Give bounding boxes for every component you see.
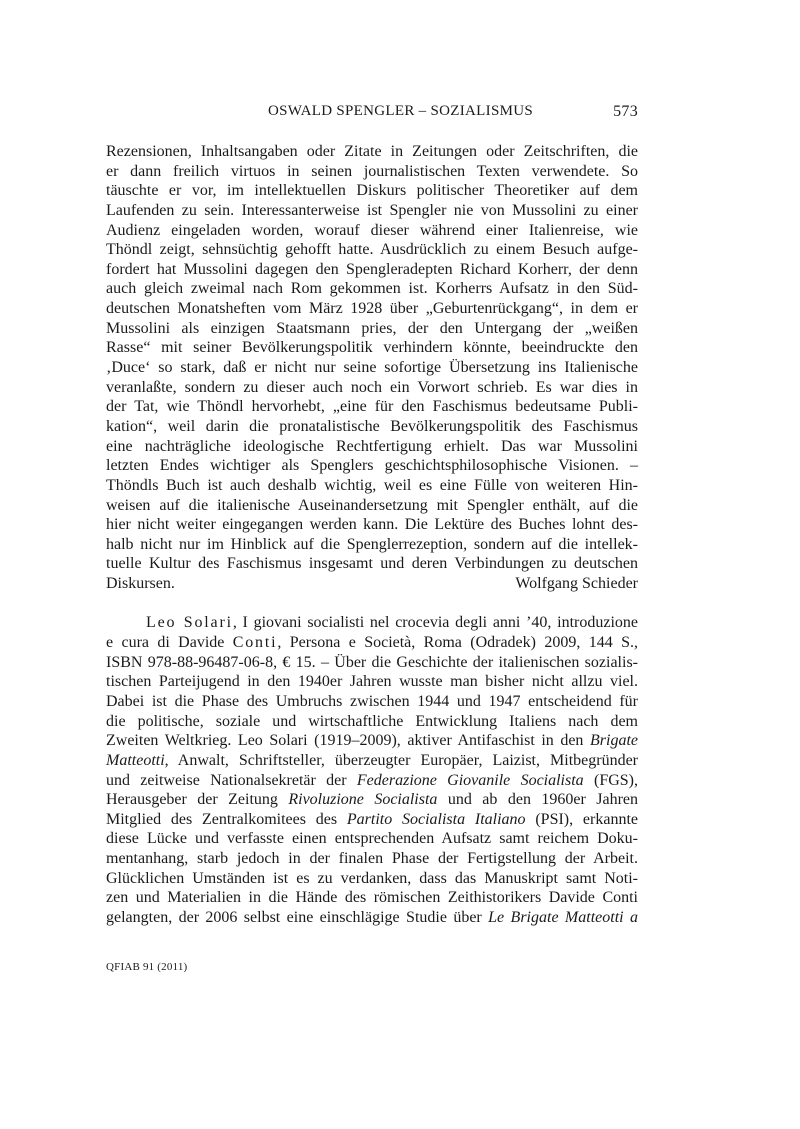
- book-author: Leo Solari: [146, 614, 233, 632]
- review-line: diese Lücke und verfasste einen entsprechenden Aufsatz samt reichem Doku-: [106, 830, 638, 848]
- review-line: Herausgeber der Zeitung Rivoluzione Socialista und ab den 1960er Jahren: [106, 791, 638, 809]
- review-line: Thöndl zeigt, sehnsüchtig gehofft hatte. Ausdrücklich zu einem Besuch aufge-: [106, 241, 638, 259]
- review-line: Glücklichen Umständen ist es zu verdanken, dass das Manuskript samt Noti-: [106, 869, 638, 887]
- page-number: 573: [613, 103, 638, 120]
- review-line: und zeitweise Nationalsekretär der Federazione Giovanile Socialista (FGS),: [106, 771, 638, 789]
- review-line: kation“, weil darin die pronatalistische Bevölkerungspolitik des Faschismus: [106, 417, 638, 435]
- review-line: e cura di Davide Conti, Persona e Società, Roma (Odradek) 2009, 144 S.,: [106, 634, 638, 652]
- running-header: [106, 103, 638, 125]
- review-line: ‚Duce‘ so stark, daß er nicht nur seine sofortige Übersetzung ins Italienische: [106, 359, 638, 377]
- review-line: halb nicht nur im Hinblick auf die Spenglerrezeption, sondern auf die intellek-: [106, 535, 638, 553]
- review-line: Rasse“ mit seiner Bevölkerungspolitik verhindern könnte, beeindruckte den: [106, 339, 638, 357]
- review-line: Rezensionen, Inhaltsangaben oder Zitate in Zeitungen oder Zeitschriften, die: [106, 143, 638, 160]
- review-line: Matteotti, Anwalt, Schriftsteller, überzeugter Europäer, Laizist, Mitbegründer: [106, 751, 638, 769]
- review-solari: [106, 613, 638, 927]
- review-line: tischen Parteijugend in den 1940er Jahren wusste man bisher nicht allzu viel.: [106, 673, 638, 691]
- review-line: Thöndls Buch ist auch deshalb wichtig, weil es eine Fülle von weiteren Hin-: [106, 476, 638, 494]
- review-line: veranlaßte, sondern zu dieser auch noch ein Vorwort schrieb. Es war dies in: [106, 378, 638, 396]
- review-line: Mitglied des Zentralkomitees des Partito Socialista Italiano (PSI), erkannte: [106, 810, 638, 828]
- review-closing-line: [106, 574, 638, 594]
- review-line: ISBN 978-88-96487-06-8, € 15. – Über die Geschichte der italienischen sozialis-: [106, 653, 638, 671]
- running-title: OSWALD SPENGLER – SOZIALISMUS: [268, 103, 533, 119]
- review-line: Laufenden zu sein. Interessanterweise ist Spengler nie von Mussolini zu einer: [106, 201, 638, 219]
- review-line: deutschen Monatsheften vom März 1928 über „Geburtenrückgang“, in dem er: [106, 300, 638, 318]
- review-line: die politische, soziale und wirtschaftliche Entwicklung Italiens nach dem: [106, 712, 638, 730]
- last-line: Diskursen.: [106, 575, 175, 593]
- review-line: gelangten, der 2006 selbst eine einschlägige Studie über Le Brigate Matteotti a: [106, 908, 638, 926]
- review-line: Zweiten Weltkrieg. Leo Solari (1919–2009), aktiver Antifaschist in den Brigate: [106, 732, 638, 750]
- review-line: zen und Materialien in die Hände des römischen Zeithistorikers Davide Conti: [106, 889, 638, 907]
- review-line: hier nicht weiter eingegangen werden kann. Die Lektüre des Buches lohnt des-: [106, 516, 638, 534]
- review-line: auch gleich zweimal nach Rom gekommen ist. Korherrs Aufsatz in den Süd-: [106, 280, 638, 298]
- review-line: tuelle Kultur des Faschismus insgesamt und deren Verbindungen zu deutschen: [106, 555, 638, 573]
- journal-footer: QFIAB 91 (2011): [106, 961, 188, 973]
- text-body: [106, 142, 638, 928]
- reviewer-signature: Wolfgang Schieder: [515, 575, 638, 593]
- review-line: Dabei ist die Phase des Umbruchs zwischen 1944 und 1947 entscheidend für: [106, 692, 638, 710]
- review-line: Audienz eingeladen worden, worauf dieser während einer Italienreise, wie: [106, 221, 638, 239]
- paragraph-gap: [106, 594, 638, 614]
- review-line: Leo Solari, I giovani socialisti nel crocevia degli anni ’40, introduzione: [146, 614, 639, 632]
- review-line: er dann freilich virtuos in seinen journalistischen Texten verwendete. So: [106, 162, 638, 180]
- book-editor: Conti: [232, 634, 278, 652]
- review-line: Mussolini als einzigen Staatsmann pries, der den Untergang der „weißen: [106, 319, 638, 337]
- review-spengler-continuation: [106, 142, 638, 574]
- review-line: eine nachträgliche ideologische Rechtfertigung erhielt. Das war Mussolini: [106, 437, 638, 455]
- review-line: mentanhang, starb jedoch in der finalen Phase der Fertigstellung der Arbeit.: [106, 850, 638, 868]
- review-line: fordert hat Mussolini dagegen den Spengleradepten Richard Korherr, der denn: [106, 260, 638, 278]
- review-line: letzten Endes wichtiger als Spenglers geschichtsphilosophische Visionen. –: [106, 457, 638, 475]
- review-line: täuschte er vor, im intellektuellen Diskurs politischer Theoretiker auf dem: [106, 182, 638, 200]
- review-line: weisen auf die italienische Auseinandersetzung mit Spengler enthält, auf die: [106, 496, 638, 514]
- review-line: der Tat, wie Thöndl hervorhebt, „eine für den Faschismus bedeutsame Publi-: [106, 398, 638, 416]
